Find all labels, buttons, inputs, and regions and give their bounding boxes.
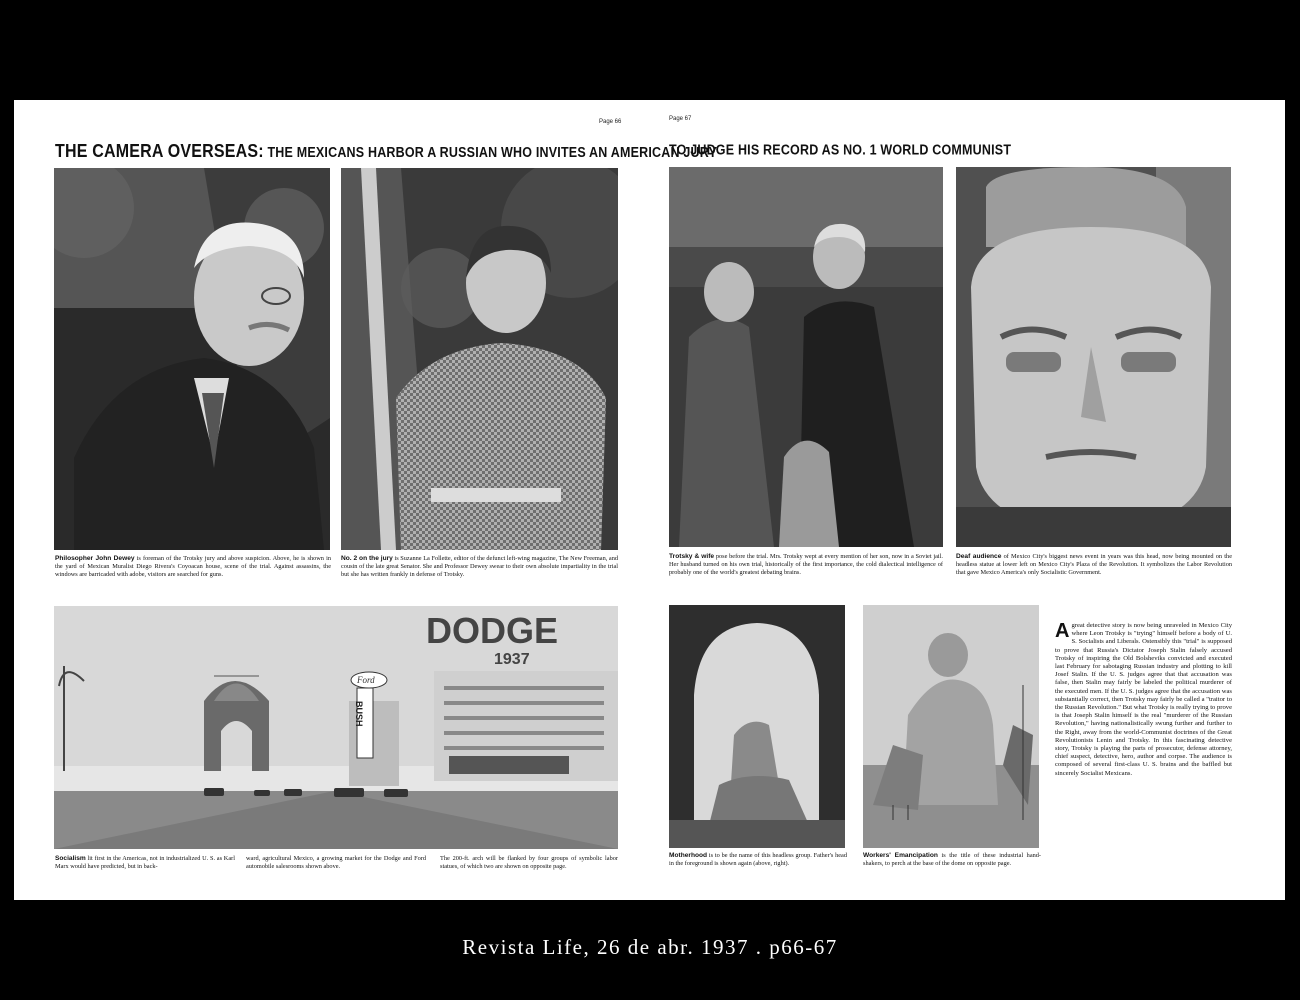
caption-workers-text: is the title of these industrial hand-shakers, to perch at the base of the dome on opposite page. bbox=[863, 852, 1042, 867]
dodge-sign-year: 1937 bbox=[494, 651, 530, 668]
page-number-right: Page 67 bbox=[669, 116, 692, 122]
caption-la-follette-text: is Suzanne La Follette, editor of the defunct left-wing magazine, The New Freeman, and cousin of the late great Senator. She and Professor Dewey swear to their own absolute impartiality in the trial but she has written frankly in defense of Trotsky. bbox=[341, 555, 618, 578]
caption-motherhood bbox=[669, 852, 847, 868]
ford-sign-text: Ford bbox=[357, 675, 375, 685]
caption-workers bbox=[863, 852, 1041, 868]
caption-socialism-col2 bbox=[246, 855, 426, 871]
bush-sign-text: BUSH bbox=[354, 701, 364, 727]
caption-socialism-col3 bbox=[440, 855, 618, 871]
caption-socialism-text-a: lit first in the Americas, not in industrialized U. S. as Karl Marx would have predicted, but in back- bbox=[55, 855, 235, 870]
caption-deaf-audience bbox=[956, 553, 1232, 577]
caption-workers-lead: Workers' Emancipation bbox=[863, 852, 938, 859]
page-number-left: Page 66 bbox=[599, 119, 622, 125]
photo-plaza-of-revolution-street bbox=[54, 606, 618, 849]
caption-la-follette-lead: No. 2 on the jury bbox=[341, 555, 393, 562]
article-text: great detective story is now being unraveled in Mexico City where Leon Trotsky is "trying" himself before a body of U. S. Socialists and Liberals. Ostensibly this "trial" is supposed to prove that Russia's Dictator Joseph Stalin falsely accused Trotsky of inspiring the Old Bolsheviks convicted and executed last February for sabotaging Russian industry and plotting to kill Josef Stalin. If the U. S. judges agree that that accusation was false, then Stalin may fairly be labeled the political murderer of the executed men. If the U. S. judges agree that the accusation was substantially correct, then Trotsky may fairly be called a "traitor to the Russian Revolution." But what Trotsky is really trying to prove is that Joseph Stalin himself is the real "murderer of the Russian Revolution," having nationalistically swung further and further to the Right, away from the world-Communist doctrines of the Great Revolutionists Lenin and Trotsky. In this fascinating detective story, Trotsky is playing the parts of prosecutor, defense attorney, chief suspect, detective, hero, author and corpse. The audience is composed of several first-class U. S. brains and the baffled but sincerely Socialist Mexicans. bbox=[1055, 622, 1232, 777]
photo-stone-head bbox=[956, 167, 1231, 547]
caption-socialism-lead: Socialism bbox=[55, 855, 86, 862]
caption-dewey-text: is foreman of the Trotsky jury and above suspicion. Above, he is shown in the yard of Mexican Muralist Diego Rivera's Coyoacan house, scene of the trial. Against assassins, the windows are barricaded with adobe, visitors are searched for guns. bbox=[55, 555, 331, 578]
caption-la-follette bbox=[341, 555, 618, 579]
caption-dewey bbox=[55, 555, 331, 579]
headline-right: TO JUDGE HIS RECORD AS NO. 1 WORLD COMMUNIST bbox=[669, 142, 1012, 159]
caption-dewey-lead: Philosopher John Dewey bbox=[55, 555, 135, 562]
photo-john-dewey bbox=[54, 168, 330, 550]
article-dropcap: A bbox=[1055, 620, 1070, 642]
article-body bbox=[1055, 622, 1232, 778]
caption-socialism-text-b: ward, agricultural Mexico, a growing market for the Dodge and Ford automobile salesrooms shown above. bbox=[246, 855, 426, 870]
photo-suzanne-la-follette bbox=[341, 168, 618, 550]
headline-left-lead: THE CAMERA OVERSEAS: bbox=[55, 142, 264, 162]
caption-trotsky bbox=[669, 553, 943, 577]
dodge-sign-text: DODGE bbox=[426, 610, 559, 651]
photo-motherhood-statue bbox=[669, 605, 845, 848]
headline-left-rest: THE MEXICANS HARBOR A RUSSIAN WHO INVITES AN AMERICAN JURY bbox=[267, 144, 718, 161]
photo-workers-emancipation-statue bbox=[863, 605, 1039, 848]
caption-trotsky-lead: Trotsky & wife bbox=[669, 553, 715, 560]
photo-trotsky-and-wife bbox=[669, 167, 943, 547]
caption-motherhood-lead: Motherhood bbox=[669, 852, 708, 859]
caption-deaf-audience-lead: Deaf audience bbox=[956, 553, 1002, 560]
headline-left bbox=[55, 142, 717, 163]
caption-deaf-audience-text: of Mexico City's biggest news event in years was this head, now being mounted on the headless statue at lower left on Mexico City's Plaza of the Revolution. It symbolizes the Labor Revolution that gave Mexico America's only Socialistic Government. bbox=[956, 553, 1232, 576]
caption-socialism-col1 bbox=[55, 855, 235, 871]
caption-trotsky-text: pose before the trial. Mrs. Trotsky wept at every mention of her son, now in a Soviet jail. Her husband turned on his own trial, historically of the first importance, the cold dialectical intelligence of probably one of the world's greatest debating brains. bbox=[669, 553, 943, 576]
footer-citation: Revista Life, 26 de abr. 1937 . p66-67 bbox=[462, 935, 838, 959]
caption-motherhood-text: is to be the name of this headless group. Father's head in the foreground is shown again (above, right). bbox=[669, 852, 847, 867]
caption-socialism-text-c: The 200-ft. arch will be flanked by four groups of symbolic labor statues, of which two are shown on opposite page. bbox=[440, 855, 618, 870]
